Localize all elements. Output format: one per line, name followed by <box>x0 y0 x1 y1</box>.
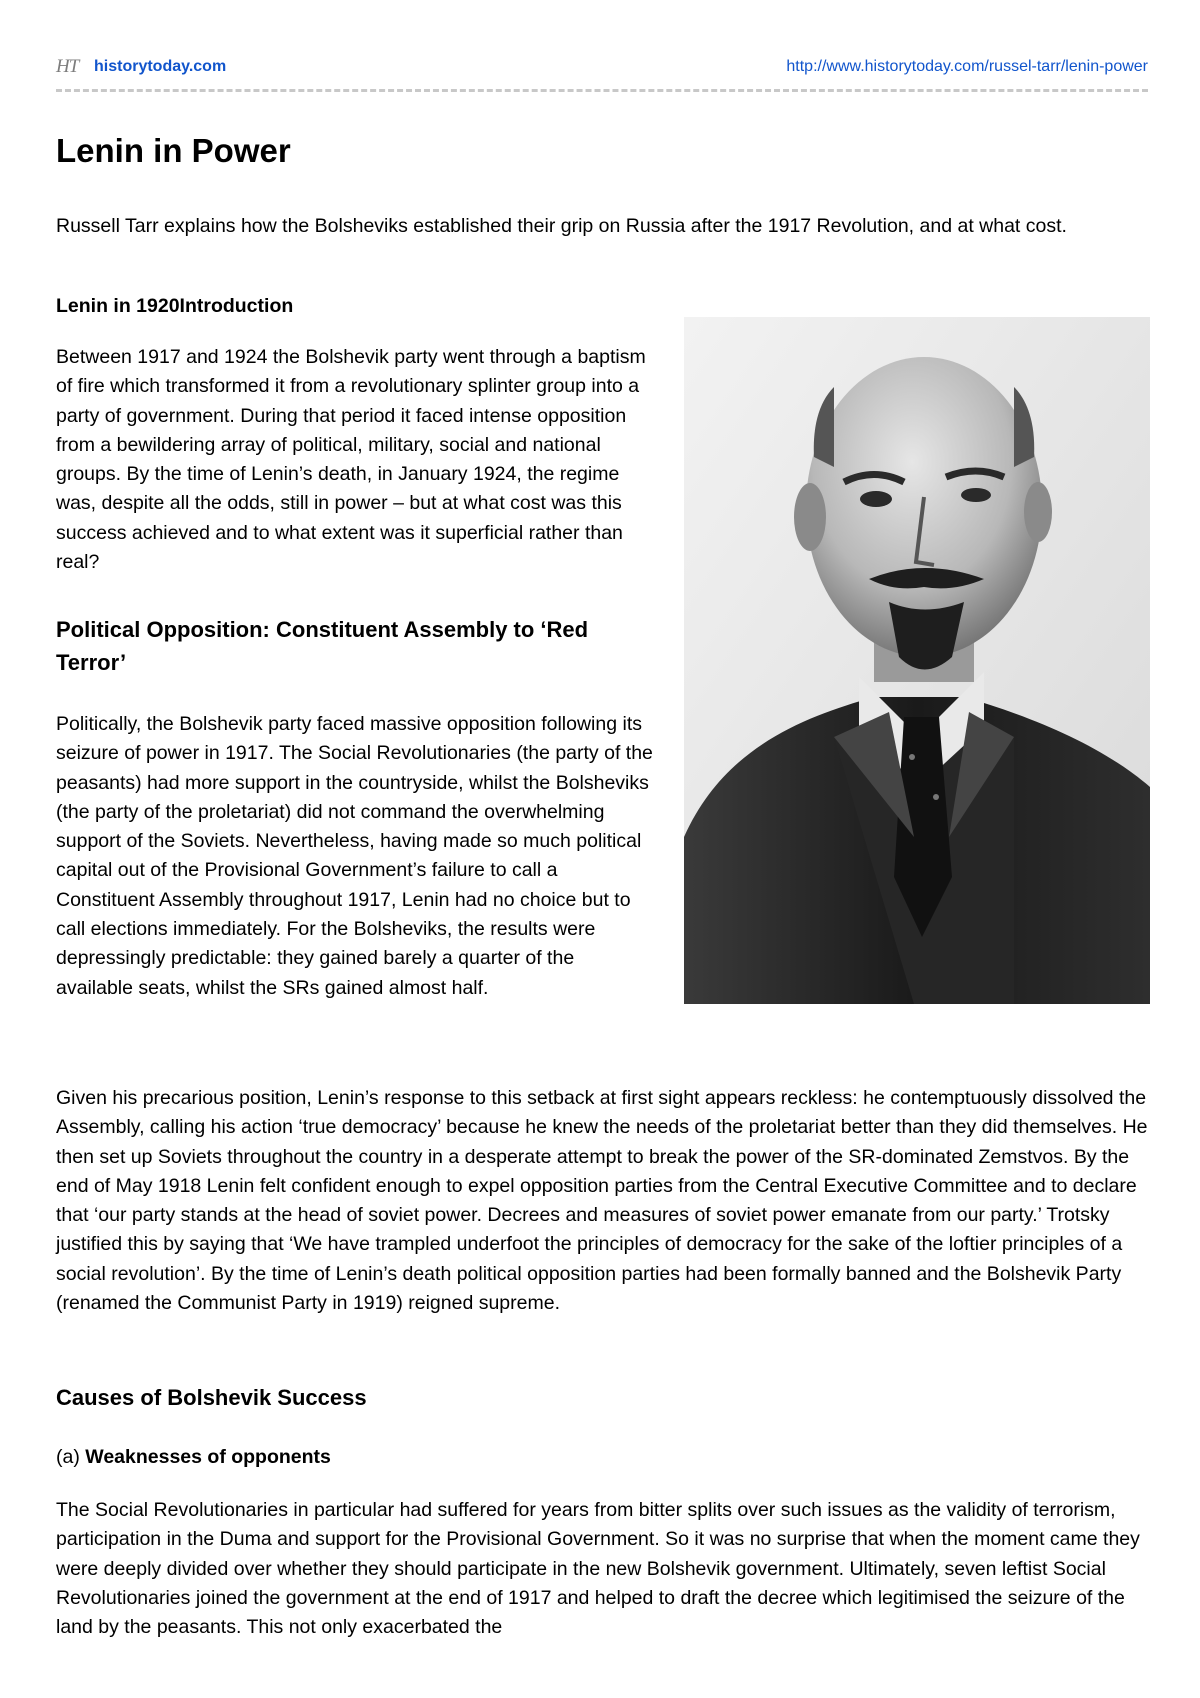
political-paragraph-1: Politically, the Bolshevik party faced massive opposition following its seizure of power in 1917. The Social Revolutionaries (the party of the peasants) had more support in the countryside, whilst the Bolsheviks (the party of the proletariat) did not command the overwhelming support of the Soviets. Nevertheless, having made so much political capital out of the Provisional Government’s failure to call a Constituent Assembly throughout 1917, Lenin had no choice but to call elections immediately. For the Bolsheviks, the results were depressingly predictable: they gained barely a quarter of the available seats, whilst the SRs gained almost half. <box>56 713 653 999</box>
subsection-heading-weaknesses <box>56 1446 331 1469</box>
image-caption-intro-label: Lenin in 1920Introduction <box>56 295 294 317</box>
site-logo[interactable]: HT <box>56 56 79 77</box>
intro-paragraph: Between 1917 and 1924 the Bolshevik party went through a baptism of fire which transformed it from a revolutionary splinter group into a party of government. During that period it faced intense opposition from a bewildering array of political, military, social and national groups. By the time of Lenin’s death, in January 1924, the regime was, despite all the odds, still in power – but at what cost was this success achieved and to what extent was it superficial rather than real? <box>56 346 646 574</box>
article-title: Lenin in Power <box>56 132 291 169</box>
subsection-title: Weaknesses of opponents <box>85 1446 331 1468</box>
article-standfirst: Russell Tarr explains how the Bolsheviks established their grip on Russia after the 1917 Revolution, and at what cost. <box>56 215 1067 237</box>
section-heading-causes: Causes of Bolshevik Success <box>56 1385 367 1410</box>
site-name-link[interactable]: historytoday.com <box>94 58 227 75</box>
political-paragraph-2: Given his precarious position, Lenin’s response to this setback at first sight appears reckless: he contemptuously dissolved the Assembly, calling his action ‘true democracy’ because he knew the needs of the proletariat better than they did themselves. He then set up Soviets throughout the country in a desperate attempt to break the power of the SR-dominated Zemstvos. By the end of May 1918 Lenin felt confident enough to expel opposition parties from the Central Executive Committee and to declare that ‘our party stands at the head of soviet power. Decrees and measures of soviet power emanate from our party.’ Trotsky justified this by saying that ‘We have trampled underfoot the principles of democracy for the sake of the loftier principles of a social revolution’. By the time of Lenin’s death political opposition parties had been formally banned and the Bolshevik Party (renamed the Communist Party in 1919) reigned supreme. <box>56 1087 1148 1315</box>
section-heading-political: Political Opposition: Constituent Assembly to ‘Red Terror’ <box>56 617 589 675</box>
article-url-link[interactable]: http://www.historytoday.com/russel-tarr/lenin-power <box>786 58 1148 75</box>
subsection-prefix: (a) <box>56 1446 80 1468</box>
header-divider <box>56 89 1148 92</box>
page-header <box>56 56 1148 78</box>
causes-paragraph: The Social Revolutionaries in particular had suffered for years from bitter splits over such issues as the validity of terrorism, participation in the Duma and support for the Provisional Government. So it was no surprise that when the moment came they were deeply divided over whether they should participate in the new Bolshevik government. Ultimately, seven leftist Social Revolutionaries joined the government at the end of 1917 and helped to draft the decree which legitimised the seizure of the land by the peasants. This not only exacerbated the <box>56 1499 1140 1639</box>
lenin-portrait-photo <box>684 317 1150 1004</box>
